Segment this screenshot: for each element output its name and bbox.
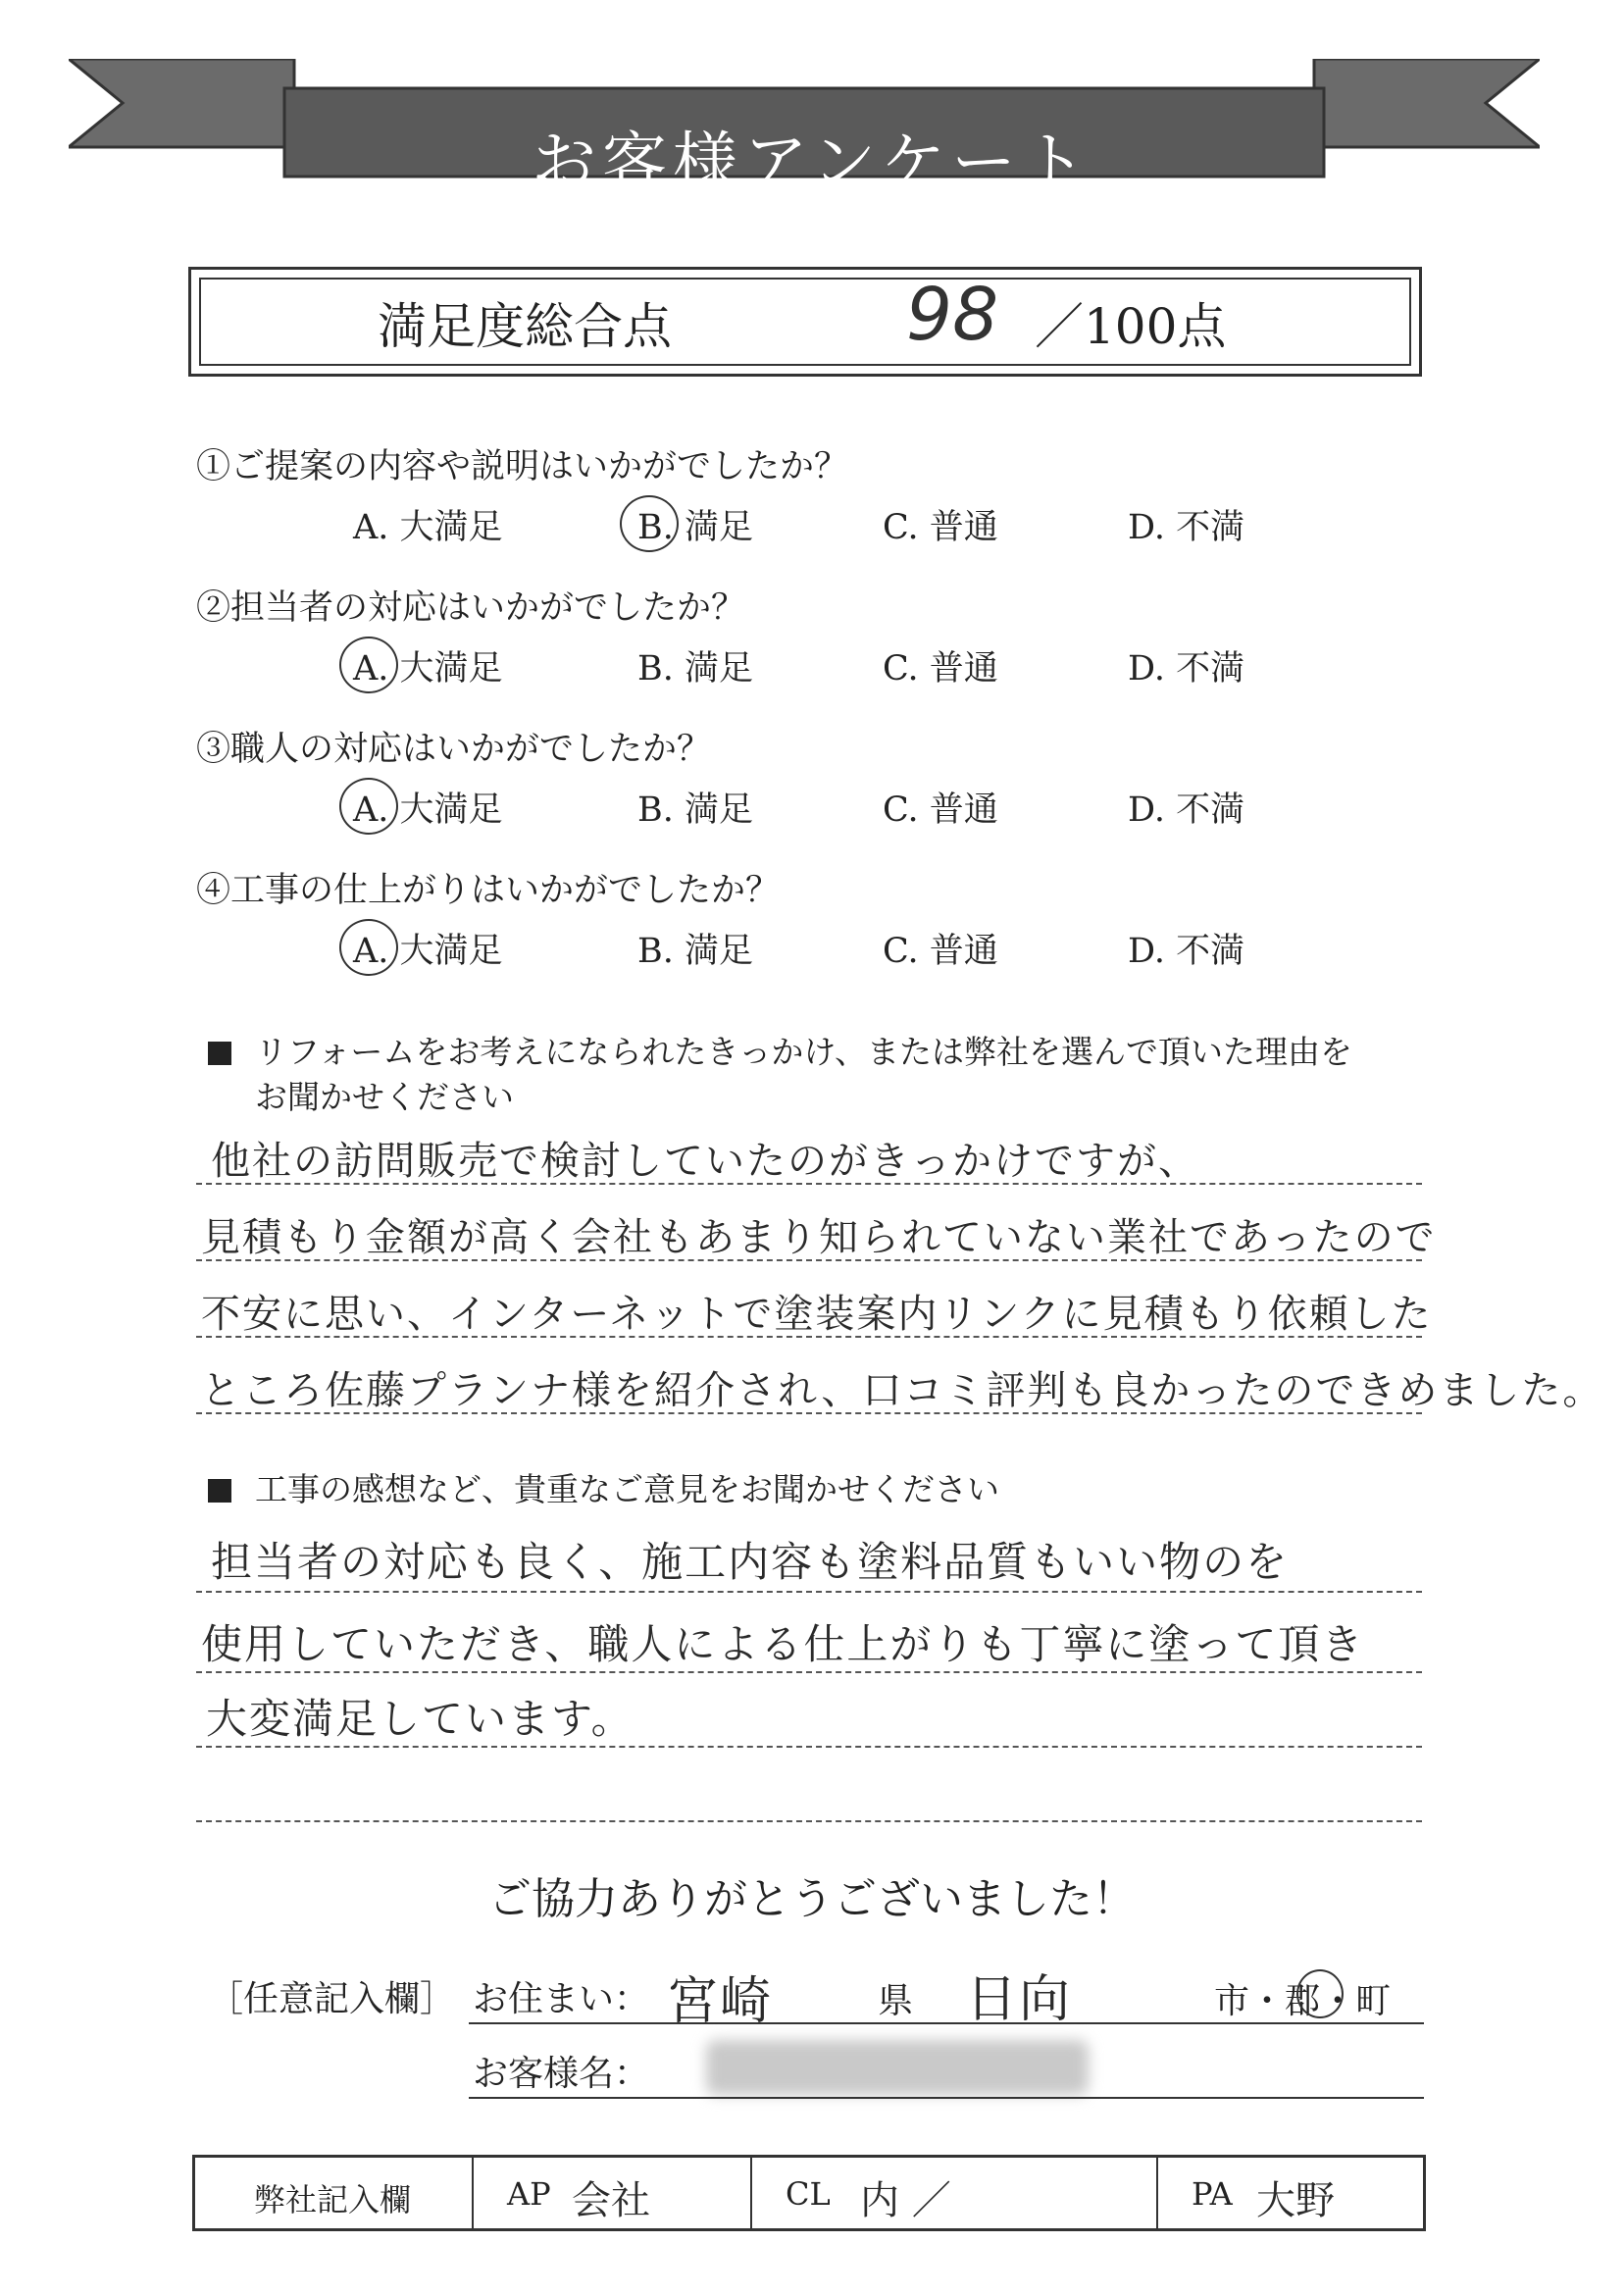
pa-cell [1158, 2158, 1423, 2228]
address-underline [469, 2022, 1424, 2024]
pa-label: PA [1192, 2175, 1233, 2213]
question-3-text: ③職人の対応はいかがでしたか？ [196, 730, 712, 769]
q2-option-b[interactable]: B. 満足 [637, 649, 753, 688]
municipality-selected-circle-mark [1296, 1969, 1344, 2018]
impression-heading: 工事の感想など、貴重なご意見をお聞かせください [208, 1467, 999, 1512]
q3-option-a[interactable]: A. 大満足 [353, 790, 503, 830]
reason-heading-line2: お聞かせください [255, 1078, 514, 1116]
reason-heading: リフォームをお考えになられたきっかけ、または弊社を選んで頂いた理由を [208, 1030, 1352, 1075]
q1-option-a[interactable]: A. 大満足 [353, 508, 503, 547]
q1-option-c[interactable]: C. 普通 [883, 508, 998, 547]
q3-option-b[interactable]: B. 満足 [637, 790, 753, 830]
ap-label: AP [507, 2175, 551, 2213]
reason-answer-line-4[interactable]: ところ佐藤プランナ様を紹介され、口コミ評判も良かったのできめました。 [201, 1368, 1604, 1413]
cl-value[interactable]: 内 ／ [860, 2178, 951, 2223]
pa-value[interactable]: 大野 [1256, 2178, 1335, 2223]
q2-option-a[interactable]: A. 大満足 [353, 649, 503, 688]
office-label-cell [195, 2158, 474, 2228]
municipality-options: 市・郡・町 [1214, 1981, 1392, 2021]
question-1-text: ①ご提案の内容や説明はいかがでしたか？ [196, 447, 849, 486]
answer-rule [196, 1336, 1422, 1338]
answer-rule [196, 1183, 1422, 1185]
office-entry-label: 弊社記入欄 [254, 2181, 412, 2218]
q4-selected-circle-mark [339, 919, 398, 976]
prefecture-value[interactable]: 宮崎 [667, 1972, 774, 2031]
q1-option-d[interactable]: D. 不満 [1128, 508, 1245, 547]
score-value[interactable]: 98 [906, 273, 999, 357]
thank-you-message: ご協力ありがとうございました！ [488, 1874, 1136, 1924]
answer-rule [196, 1259, 1422, 1261]
reason-answer-line-3[interactable]: 不安に思い、インターネットで塗装案内リンクに見積もり依頼した [201, 1292, 1433, 1337]
q4-option-c[interactable]: C. 普通 [883, 932, 998, 971]
score-total: ／100点 [1035, 298, 1227, 355]
q4-option-a[interactable]: A. 大満足 [353, 932, 503, 971]
redacted-customer-name [706, 2040, 1089, 2095]
answer-rule [196, 1412, 1422, 1414]
black-square-bullet-icon [208, 1042, 231, 1065]
q1-option-b[interactable]: B. 満足 [637, 508, 753, 547]
ap-cell [474, 2158, 752, 2228]
impression-answer-line-3[interactable]: 大変満足しています。 [206, 1695, 634, 1743]
municipality-city[interactable]: 市 [1214, 1981, 1250, 2021]
customer-name-label: お客様名： [473, 2054, 650, 2094]
ap-value[interactable]: 会社 [572, 2178, 650, 2223]
question-4-text: ④工事の仕上がりはいかがでしたか？ [196, 871, 781, 910]
answer-rule [196, 1746, 1422, 1748]
question-2-text: ②担当者の対応はいかがでしたか？ [196, 588, 746, 628]
cl-cell [752, 2158, 1158, 2228]
address-label: お住まい： [473, 1979, 650, 2019]
satisfaction-score-box [188, 267, 1422, 377]
impression-answer-line-2[interactable]: 使用していただき、職人による仕上がりも丁寧に塗って頂き [201, 1620, 1365, 1668]
answer-rule [196, 1591, 1422, 1593]
cl-label: CL [786, 2175, 831, 2213]
q2-option-d[interactable]: D. 不満 [1128, 649, 1245, 688]
reason-answer-line-2[interactable]: 見積もり金額が高く会社もあまり知られていない業社であったので [201, 1215, 1437, 1260]
q3-selected-circle-mark [339, 778, 398, 835]
black-square-bullet-icon [208, 1479, 231, 1503]
answer-rule [196, 1671, 1422, 1673]
name-underline [469, 2097, 1424, 2099]
q4-option-b[interactable]: B. 満足 [637, 932, 753, 971]
q2-selected-circle-mark [339, 637, 398, 693]
municipality-gun[interactable]: 郡 [1285, 1981, 1321, 2021]
q3-option-c[interactable]: C. 普通 [883, 790, 998, 830]
q3-option-d[interactable]: D. 不満 [1128, 790, 1245, 830]
reason-answer-line-1[interactable]: 他社の訪問販売で検討していたのがきっかけですが、 [211, 1139, 1199, 1184]
q4-option-d[interactable]: D. 不満 [1128, 932, 1245, 971]
office-entry-table [192, 2155, 1426, 2231]
q2-option-c[interactable]: C. 普通 [883, 649, 998, 688]
answer-rule [196, 1820, 1422, 1822]
survey-title: お客様アンケート [531, 125, 1093, 200]
q1-selected-circle-mark [620, 495, 679, 552]
prefecture-suffix: 県 [878, 1981, 914, 2021]
score-label: 満足度総合点 [378, 298, 672, 355]
optional-entry-label: ［任意記入欄］ [208, 1979, 456, 2019]
impression-answer-line-1[interactable]: 担当者の対応も良く、施工内容も塗料品質もいい物のを [211, 1538, 1290, 1586]
city-value[interactable]: 日向 [966, 1970, 1073, 2029]
municipality-town[interactable]: 町 [1355, 1981, 1392, 2021]
